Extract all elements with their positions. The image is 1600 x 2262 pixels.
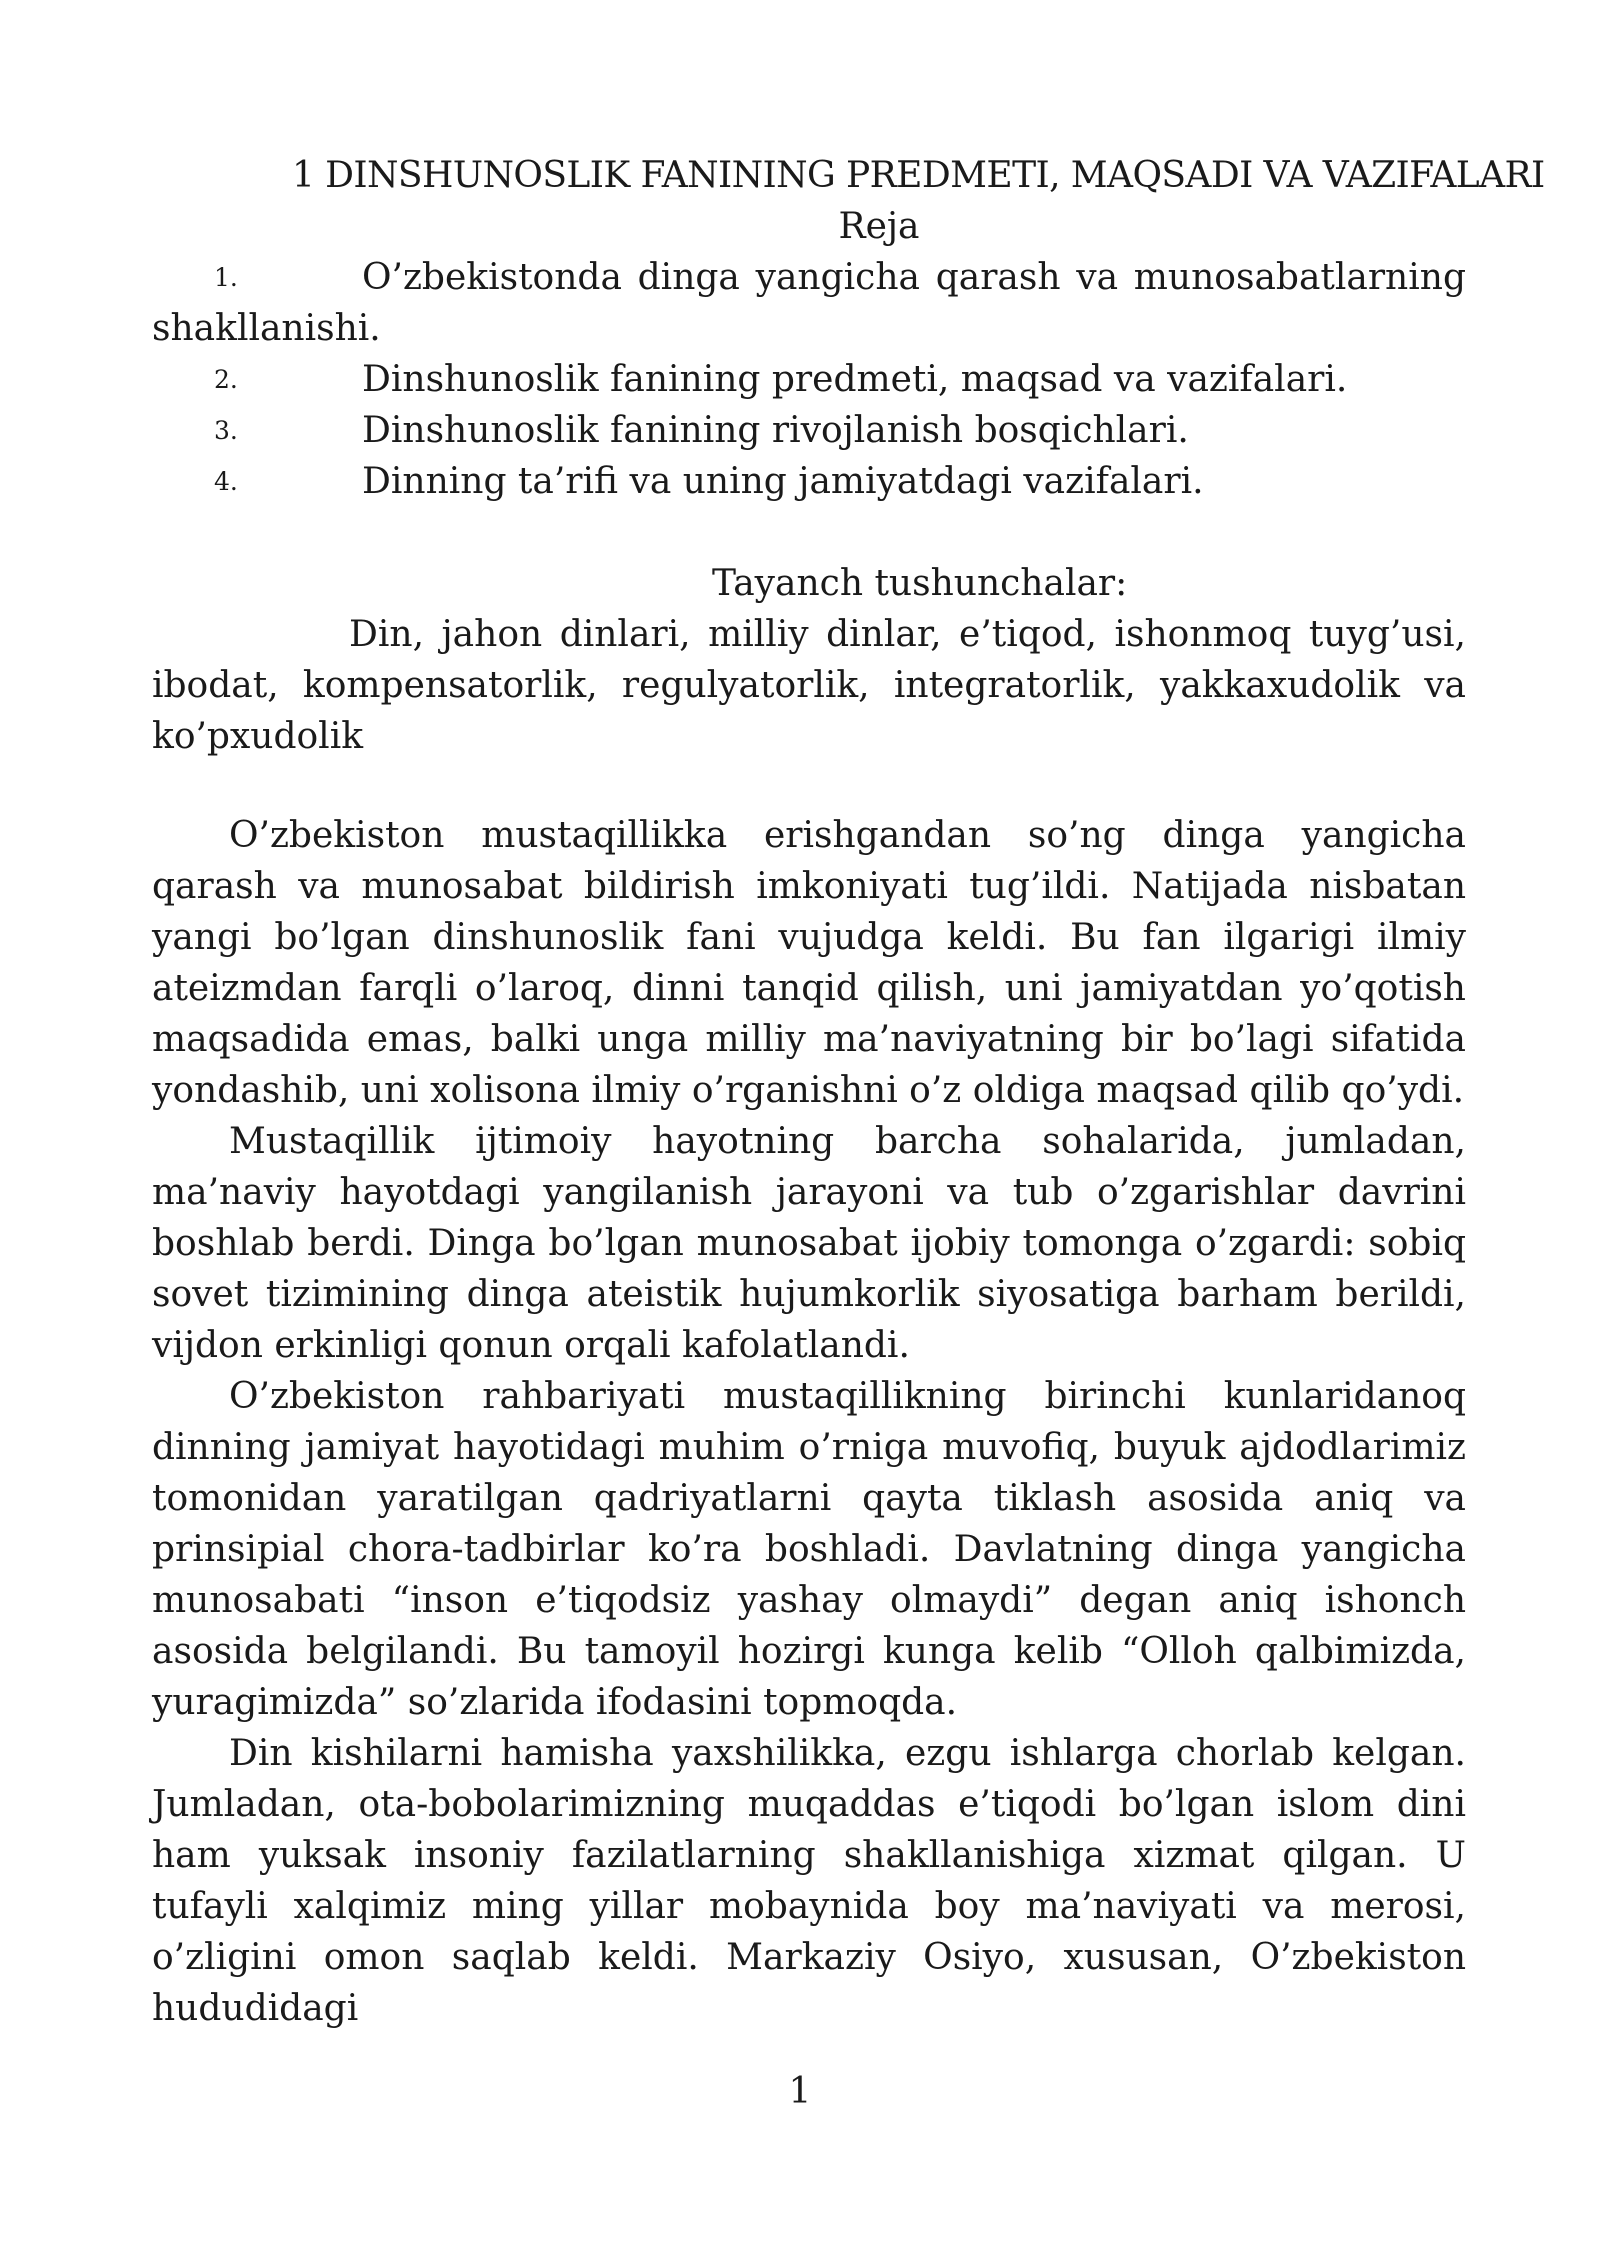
- spacer: [152, 762, 1466, 810]
- plan-item-text: Dinning ta’rifi va uning jamiyatdagi vazifalari.: [362, 461, 1204, 502]
- page-number: 1: [788, 2071, 812, 2112]
- plan-item-text: Dinshunoslik fanining rivojlanish bosqichlari.: [362, 410, 1189, 451]
- plan-list: [152, 252, 1466, 507]
- plan-item: [152, 252, 1466, 354]
- plan-item-number: 1.: [214, 263, 238, 292]
- concepts-text: Din, jahon dinlari, milliy dinlar, e’tiqod, ishonmoq tuyg’usi, ibodat, kompensatorlik, regulyatorlik, integratorlik, yakkaxudolik va ko’pxudolik: [152, 614, 1466, 757]
- document-page: [152, 150, 1545, 2034]
- chapter-title: 1 DINSHUNOSLIK FANINING PREDMETI, MAQSADI VA VAZIFALARI: [292, 155, 1545, 196]
- plan-item: [152, 456, 1466, 507]
- plan-heading: Reja: [838, 206, 920, 247]
- body-paragraph: O’zbekiston mustaqillikka erishgandan so’ng dinga yangicha qarash va munosabat bildirish imkoniyati tug’ildi. Natijada nisbatan yangi bo’lgan dinshunoslik fani vujudga keldi. Bu fan ilgarigi ilmiy ateizmdan farqli o’laroq, dinni tanqid qilish, uni jamiyatdan yo’qotish maqsadida emas, balki unga milliy ma’naviyatning bir bo’lagi sifatida yondashib, uni xolisona ilmiy o’rganishni o’z oldiga maqsad qilib qo’ydi.: [152, 815, 1466, 1111]
- plan-item: [152, 405, 1466, 456]
- concepts-heading: Tayanch tushunchalar:: [712, 563, 1128, 604]
- spacer: [152, 507, 1466, 558]
- body-paragraph: Din kishilarni hamisha yaxshilikka, ezgu ishlarga chorlab kelgan. Jumladan, ota-bobolarimizning muqaddas e’tiqodi bo’lgan islom dini ham yuksak insoniy fazilatlarning shakllanishiga xizmat qilgan. U tufayli xalqimiz ming yillar mobaynida boy ma’naviyati va merosi, o’zligini omon saqlab keldi. Markaziy Osiyo, xususan, O’zbekiston hududidagi: [152, 1733, 1466, 2029]
- plan-item-text: Dinshunoslik fanining predmeti, maqsad va vazifalari.: [362, 359, 1348, 400]
- plan-item: [152, 354, 1466, 405]
- plan-item-text: O’zbekistonda dinga yangicha qarash va munosabatlarning shakllanishi.: [152, 257, 1466, 349]
- body-paragraph: Mustaqillik ijtimoiy hayotning barcha sohalarida, jumladan, ma’naviy hayotdagi yangilanish jarayoni va tub o’zgarishlar davrini boshlab berdi. Dinga bo’lgan munosabat ijobiy tomonga o’zgardi: sobiq sovet tizimining dinga ateistik hujumkorlik siyosatiga barham berildi, vijdon erkinligi qonun orqali kafolatlandi.: [152, 1121, 1466, 1366]
- body-paragraph: O’zbekiston rahbariyati mustaqillikning birinchi kunlaridanoq dinning jamiyat hayotidagi muhim o’rniga muvofiq, buyuk ajdodlarimiz tomonidan yaratilgan qadriyatlarni qayta tiklash asosida aniq va prinsipial chora-tadbirlar ko’ra boshladi. Davlatning dinga yangicha munosabati “inson e’tiqodsiz yashay olmaydi” degan aniq ishonch asosida belgilandi. Bu tamoyil hozirgi kunga kelib “Olloh qalbimizda, yuragimizda” so’zlarida ifodasini topmoqda.: [152, 1376, 1466, 1723]
- plan-item-number: 2.: [214, 365, 238, 394]
- plan-item-number: 3.: [214, 416, 238, 445]
- plan-item-number: 4.: [214, 467, 238, 496]
